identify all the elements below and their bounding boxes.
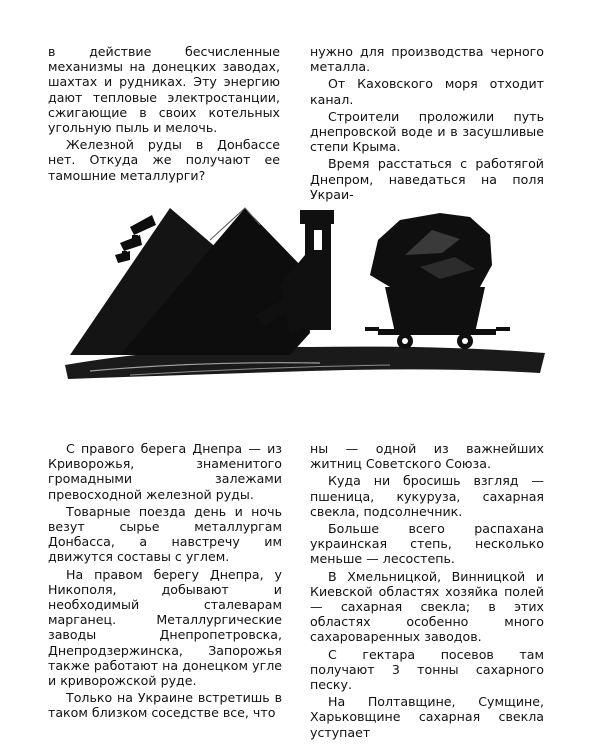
column-bottom-right — [310, 441, 544, 740]
paragraph: С гектара посевов там получают 3 тонны сахарного песку. — [310, 646, 544, 693]
paragraph: нужно для производства черного металла. — [310, 44, 544, 75]
coal-mine-illustration — [60, 195, 550, 395]
paragraph: Товарные поезда день и ночь везут сырье металлургам Донбасса, а навстречу им движутся составы с углем. — [48, 503, 282, 565]
paragraph: В Хмельницкой, Винницкой и Киевской областях хозяйка полей — сахарная свекла; в этих областях особенно много сахароваренных заводов. — [310, 568, 544, 645]
paragraph: в действие бесчисленные механизмы на донецких заводах, шахтах и рудниках. Эту энергию дают тепловые электростанции, сжигающие в своих котельных угольную пыль и мелочь. — [48, 44, 280, 136]
paragraph: Строители проложили путь днепровской воде и в засушливые степи Крыма. — [310, 108, 544, 155]
paragraph: От Каховского моря отходит канал. — [310, 76, 544, 107]
paragraph: На Полтавщине, Сумщине, Харьковщине сахарная свекла уступает — [310, 694, 544, 740]
paragraph: С правого берега Днепра — из Криворожья, знаменитого громадными залежами превосходной железной руды. — [48, 441, 282, 502]
paragraph: Только на Украине встретишь в таком близком соседстве все, что — [48, 690, 282, 721]
paragraph: На правом берегу Днепра, у Никополя, добывают и необходимый сталеварам марганец. Металлургические заводы Днепропетровска, Днепродзержинска, Запорожья также работают на донецком угле и криворожской руде. — [48, 566, 282, 689]
paragraph: Больше всего распахана украинская степь, несколько меньше — лесостепь. — [310, 521, 544, 567]
column-top-right — [310, 44, 544, 202]
column-bottom-left — [48, 441, 282, 721]
paragraph: ны — одной из важнейших житниц Советского Союза. — [310, 441, 544, 472]
column-top-left — [48, 44, 280, 183]
paragraph: Куда ни бросишь взгляд — пшеница, кукуруза, сахарная свекла, подсолнечник. — [310, 473, 544, 519]
paragraph: Железной руды в Донбассе нет. Откуда же получают ее тамошние металлурги? — [48, 137, 280, 183]
coal-cart — [365, 213, 510, 349]
paragraph: Время расстаться с работягой Днепром, наведаться на поля Украи- — [310, 156, 544, 202]
